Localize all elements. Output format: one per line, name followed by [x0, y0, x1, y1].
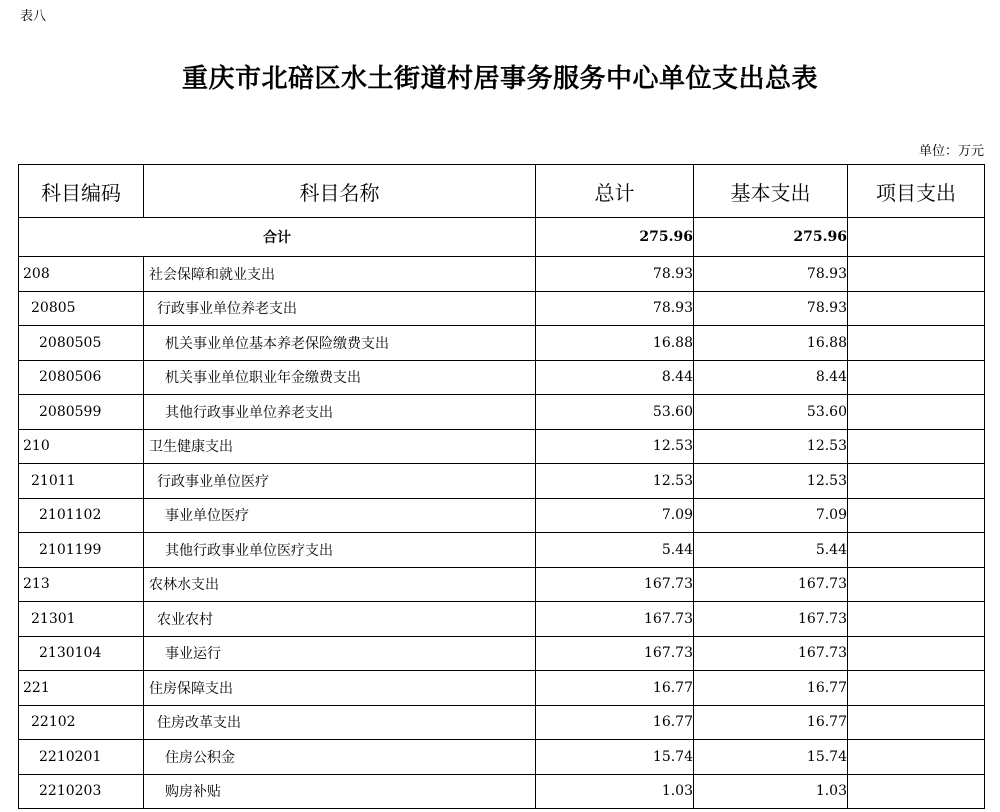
cell-total: 78.93 — [536, 257, 694, 292]
table-row — [19, 498, 985, 533]
cell-code: 21301 — [19, 602, 144, 637]
header-basic: 基本支出 — [694, 165, 848, 218]
cell-total: 16.77 — [536, 671, 694, 706]
cell-project — [848, 705, 985, 740]
cell-total: 12.53 — [536, 429, 694, 464]
cell-name: 事业运行 — [144, 636, 536, 671]
cell-name: 其他行政事业单位养老支出 — [144, 395, 536, 430]
cell-code: 213 — [19, 567, 144, 602]
cell-basic: 78.93 — [694, 291, 848, 326]
cell-basic: 5.44 — [694, 533, 848, 568]
table-row — [19, 567, 985, 602]
cell-basic: 16.88 — [694, 326, 848, 361]
cell-name: 机关事业单位基本养老保险缴费支出 — [144, 326, 536, 361]
table-row — [19, 429, 985, 464]
cell-project — [848, 429, 985, 464]
cell-project — [848, 671, 985, 706]
header-name: 科目名称 — [144, 165, 536, 218]
cell-code: 2101199 — [19, 533, 144, 568]
cell-total: 16.88 — [536, 326, 694, 361]
cell-name: 社会保障和就业支出 — [144, 257, 536, 292]
cell-basic: 8.44 — [694, 360, 848, 395]
unit-label: 单位：万元 — [918, 144, 984, 159]
cell-name: 农林水支出 — [144, 567, 536, 602]
header-total: 总计 — [536, 165, 694, 218]
header-row — [19, 165, 985, 218]
cell-project — [848, 602, 985, 637]
table-row — [19, 636, 985, 671]
page-title: 重庆市北碚区水土街道村居事务服务中心单位支出总表 — [181, 64, 818, 94]
cell-project — [848, 291, 985, 326]
cell-basic: 7.09 — [694, 498, 848, 533]
cell-project — [848, 464, 985, 499]
cell-code: 2080505 — [19, 326, 144, 361]
cell-code: 210 — [19, 429, 144, 464]
table-row — [19, 602, 985, 637]
cell-name: 其他行政事业单位医疗支出 — [144, 533, 536, 568]
cell-code: 221 — [19, 671, 144, 706]
cell-basic: 12.53 — [694, 464, 848, 499]
cell-name: 行政事业单位医疗 — [144, 464, 536, 499]
header-project: 项目支出 — [848, 165, 985, 218]
total-row — [19, 218, 985, 257]
total-cell-total: 275.96 — [536, 218, 694, 257]
cell-code: 2210203 — [19, 774, 144, 809]
cell-total: 167.73 — [536, 567, 694, 602]
cell-name: 购房补贴 — [144, 774, 536, 809]
table-row — [19, 395, 985, 430]
table-row — [19, 740, 985, 775]
table-header — [19, 165, 985, 218]
expenditure-table — [18, 164, 985, 809]
cell-code: 2080599 — [19, 395, 144, 430]
cell-total: 5.44 — [536, 533, 694, 568]
cell-basic: 12.53 — [694, 429, 848, 464]
cell-code: 2080506 — [19, 360, 144, 395]
total-cell-project — [848, 218, 985, 257]
cell-basic: 167.73 — [694, 636, 848, 671]
cell-project — [848, 533, 985, 568]
table-row — [19, 705, 985, 740]
cell-total: 1.03 — [536, 774, 694, 809]
cell-project — [848, 567, 985, 602]
cell-name: 机关事业单位职业年金缴费支出 — [144, 360, 536, 395]
table-row — [19, 360, 985, 395]
cell-total: 167.73 — [536, 602, 694, 637]
cell-project — [848, 360, 985, 395]
cell-name: 住房保障支出 — [144, 671, 536, 706]
cell-name: 农业农村 — [144, 602, 536, 637]
cell-basic: 167.73 — [694, 602, 848, 637]
table-row — [19, 671, 985, 706]
cell-total: 16.77 — [536, 705, 694, 740]
cell-basic: 78.93 — [694, 257, 848, 292]
cell-name: 行政事业单位养老支出 — [144, 291, 536, 326]
cell-project — [848, 636, 985, 671]
cell-project — [848, 257, 985, 292]
cell-code: 2130104 — [19, 636, 144, 671]
cell-project — [848, 774, 985, 809]
cell-total: 53.60 — [536, 395, 694, 430]
cell-code: 21011 — [19, 464, 144, 499]
cell-code: 20805 — [19, 291, 144, 326]
cell-project — [848, 326, 985, 361]
cell-project — [848, 740, 985, 775]
cell-total: 167.73 — [536, 636, 694, 671]
cell-name: 住房改革支出 — [144, 705, 536, 740]
total-label: 合计 — [19, 218, 536, 257]
cell-project — [848, 498, 985, 533]
table-row — [19, 464, 985, 499]
cell-total: 8.44 — [536, 360, 694, 395]
cell-name: 住房公积金 — [144, 740, 536, 775]
cell-basic: 15.74 — [694, 740, 848, 775]
table-row — [19, 774, 985, 809]
cell-total: 78.93 — [536, 291, 694, 326]
cell-basic: 16.77 — [694, 705, 848, 740]
cell-basic: 16.77 — [694, 671, 848, 706]
table-row — [19, 291, 985, 326]
cell-code: 208 — [19, 257, 144, 292]
cell-name: 事业单位医疗 — [144, 498, 536, 533]
cell-project — [848, 395, 985, 430]
total-cell-basic: 275.96 — [694, 218, 848, 257]
cell-basic: 167.73 — [694, 567, 848, 602]
cell-total: 7.09 — [536, 498, 694, 533]
cell-basic: 53.60 — [694, 395, 848, 430]
cell-total: 12.53 — [536, 464, 694, 499]
cell-total: 15.74 — [536, 740, 694, 775]
table-row — [19, 326, 985, 361]
cell-basic: 1.03 — [694, 774, 848, 809]
table-number-label: 表八 — [20, 9, 47, 24]
table-row — [19, 257, 985, 292]
cell-code: 22102 — [19, 705, 144, 740]
table-body — [19, 218, 985, 809]
cell-code: 2101102 — [19, 498, 144, 533]
cell-code: 2210201 — [19, 740, 144, 775]
header-code: 科目编码 — [19, 165, 144, 218]
cell-name: 卫生健康支出 — [144, 429, 536, 464]
table-row — [19, 533, 985, 568]
